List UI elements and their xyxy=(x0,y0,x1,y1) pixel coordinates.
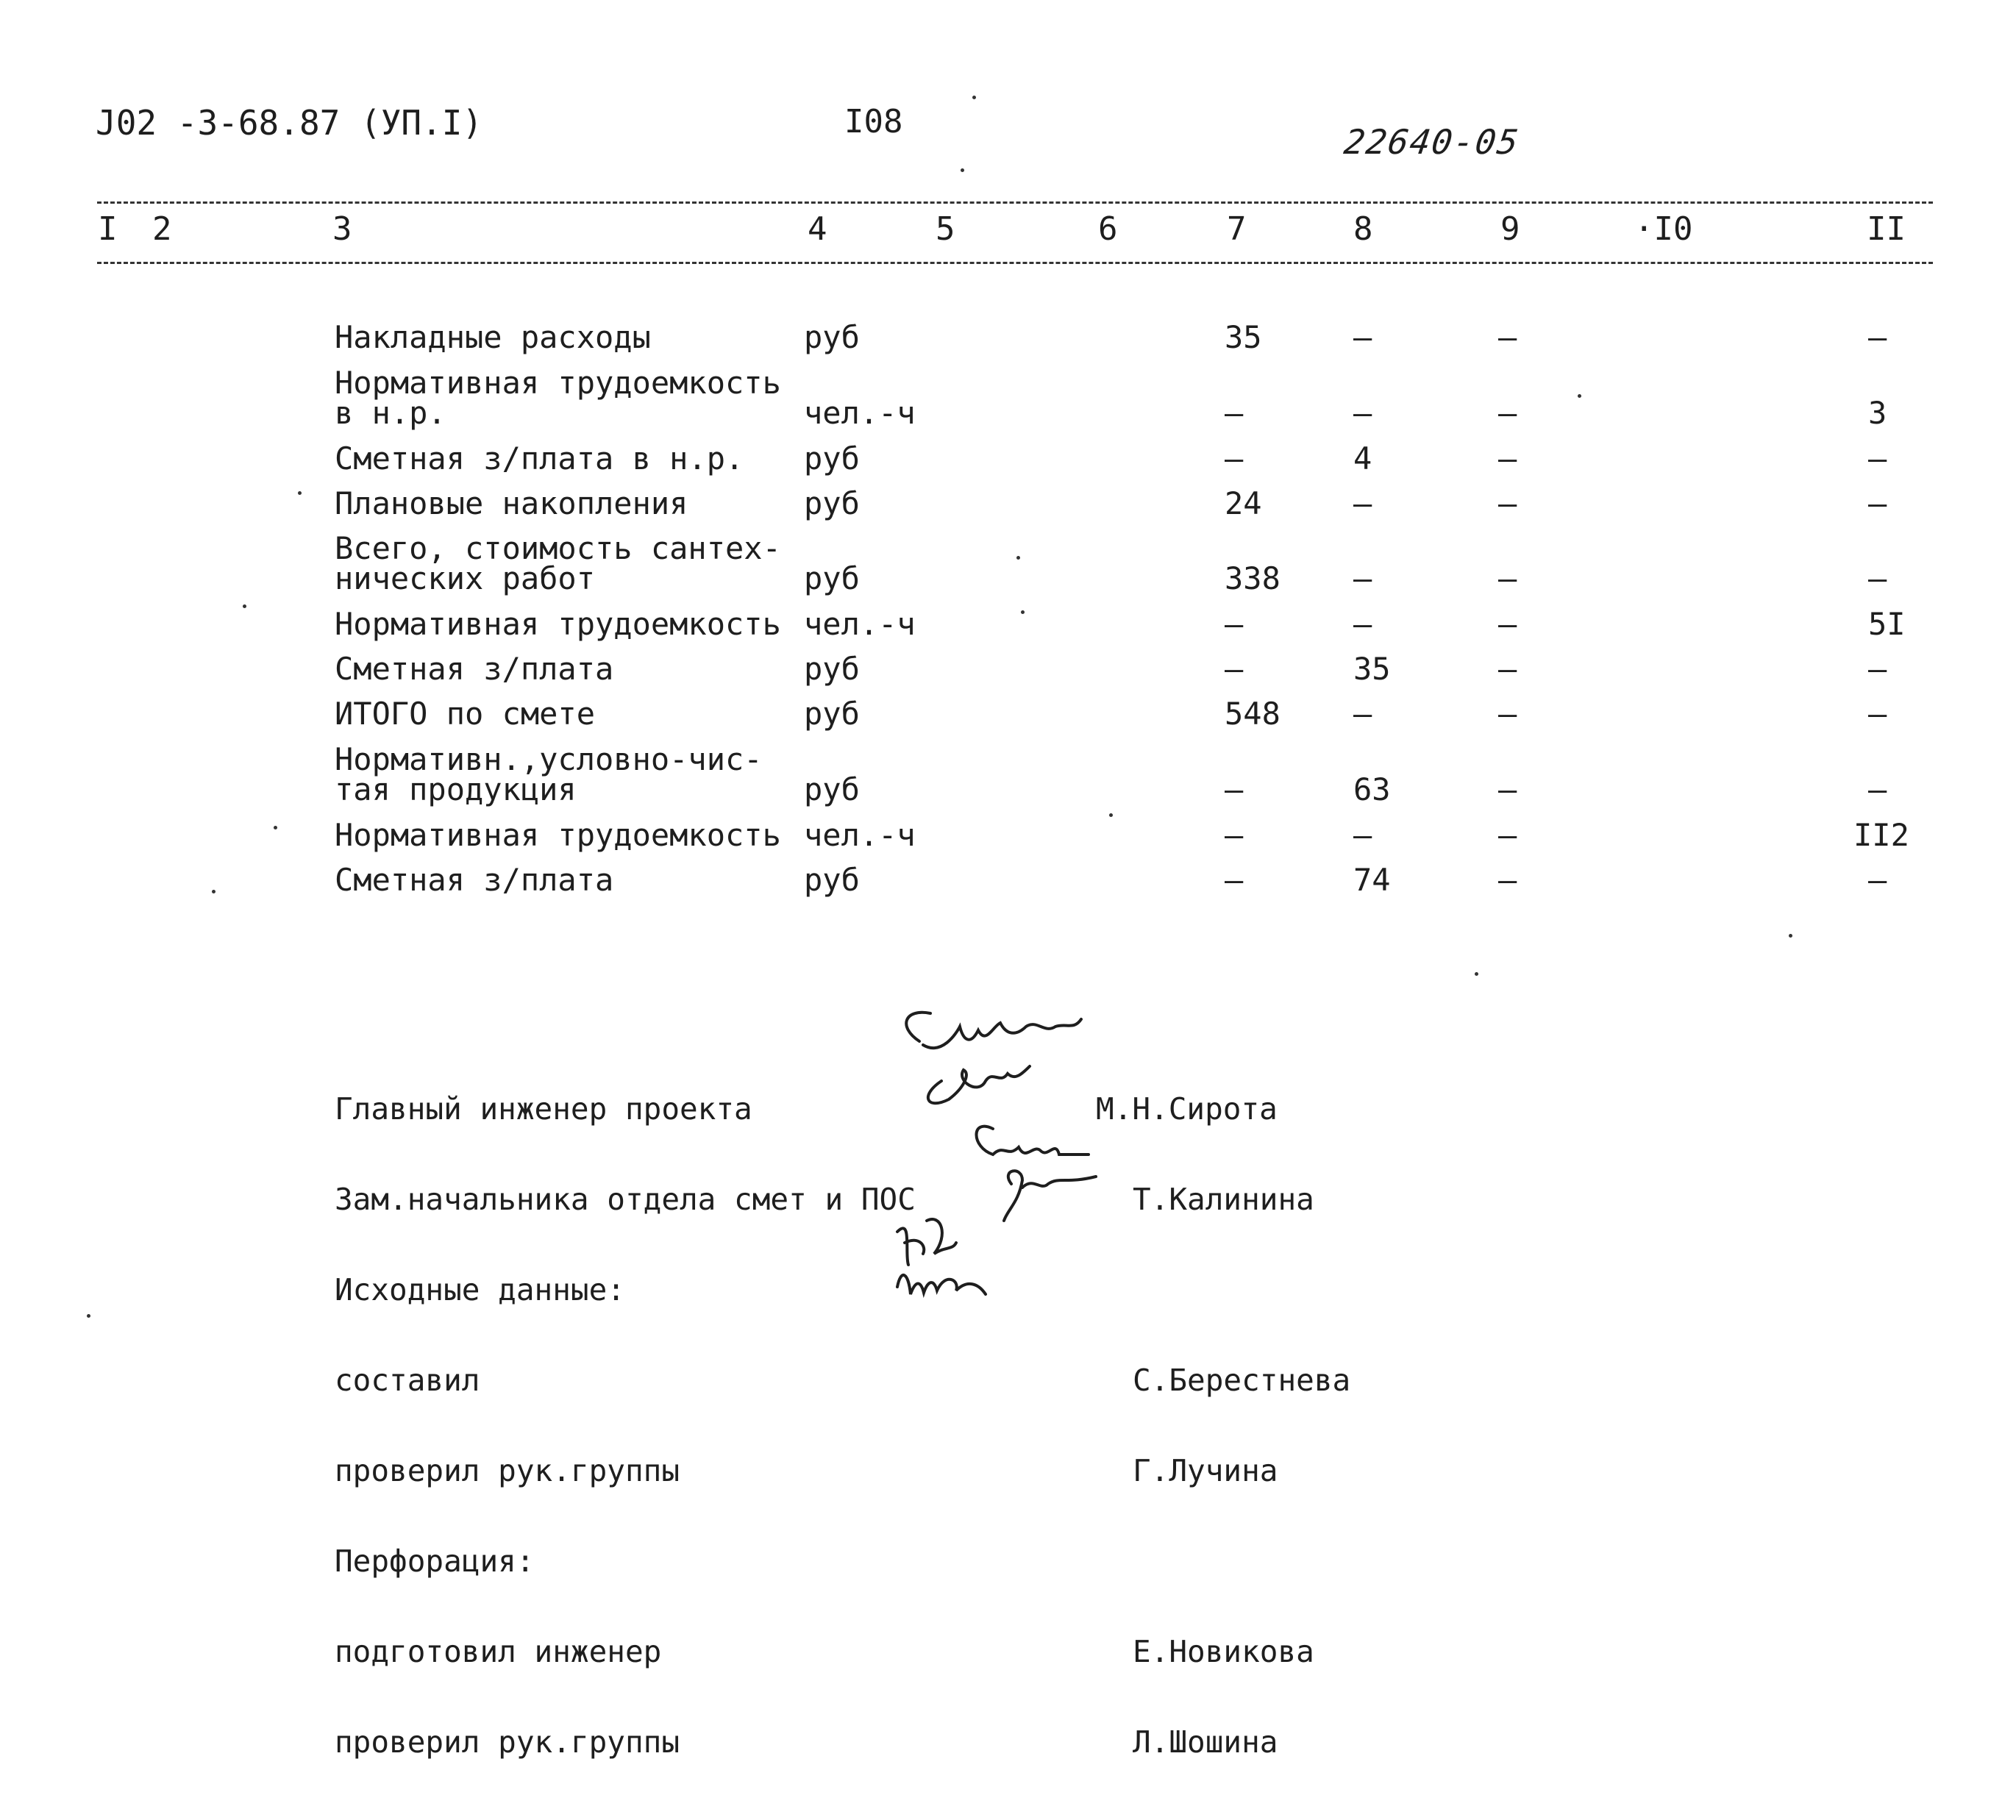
archive-number: 22640-05 xyxy=(1342,122,1522,162)
signature-role: Главный инженер проекта xyxy=(335,1091,752,1127)
signature-role: проверил рук.группы xyxy=(335,1453,680,1488)
row-col9: – xyxy=(1498,440,1517,477)
row-unit: руб xyxy=(804,696,860,732)
row-col7: 548 xyxy=(1225,696,1281,732)
signature-role: Исходные данные: xyxy=(335,1272,625,1307)
column-number: 2 xyxy=(152,210,172,248)
row-col7: – xyxy=(1225,862,1244,898)
document-code: Ј02 -3-68.87 (УП.I) xyxy=(96,103,483,143)
signature-role: Зам.начальника отдела смет и ПОС xyxy=(335,1182,916,1217)
signature-name: Г.Лучина xyxy=(1133,1453,1278,1488)
scan-speck xyxy=(212,890,216,893)
row-unit: руб xyxy=(804,651,860,687)
row-unit: чел.-ч xyxy=(804,606,916,642)
signature-name: С.Берестнева xyxy=(1133,1363,1351,1398)
column-number: 5 xyxy=(936,210,955,248)
row-label: Нормативная трудоемкость в н.р. xyxy=(335,365,781,431)
row-col11: – xyxy=(1868,771,1887,807)
row-col9: – xyxy=(1498,395,1517,431)
handwritten-signatures xyxy=(875,1000,1118,1309)
row-col8: 63 xyxy=(1353,771,1391,807)
scan-speck xyxy=(1789,934,1792,938)
header-rule-top xyxy=(97,201,1933,204)
column-number: 8 xyxy=(1353,210,1373,248)
page-number: I08 xyxy=(844,103,903,140)
row-label: Плановые накопления xyxy=(335,485,688,521)
signature-name xyxy=(1133,1546,1350,1577)
row-col7: 338 xyxy=(1225,560,1281,596)
row-col11: – xyxy=(1868,862,1887,898)
row-label: Сметная з/плата xyxy=(335,651,614,687)
column-number: 9 xyxy=(1500,210,1520,248)
row-col7: – xyxy=(1225,440,1244,477)
row-unit: чел.-ч xyxy=(804,395,916,431)
row-col11: – xyxy=(1868,319,1887,355)
row-col8: – xyxy=(1353,485,1372,521)
signature-name: Т.Калинина xyxy=(1133,1182,1314,1217)
row-col7: – xyxy=(1225,771,1244,807)
row-col11: – xyxy=(1868,696,1887,732)
signature-role: проверил рук.группы xyxy=(335,1724,680,1760)
row-col11: – xyxy=(1868,560,1887,596)
scan-speck xyxy=(274,826,277,829)
row-col8: 74 xyxy=(1353,862,1391,898)
signature-role: составил xyxy=(335,1363,480,1398)
row-col11: – xyxy=(1868,440,1887,477)
row-col8: – xyxy=(1353,395,1372,431)
row-col7: – xyxy=(1225,606,1244,642)
scan-speck xyxy=(298,491,302,495)
row-col9: – xyxy=(1498,651,1517,687)
row-unit: чел.-ч xyxy=(804,817,916,853)
row-label: Нормативная трудоемкость xyxy=(335,817,781,853)
row-col8: 4 xyxy=(1353,440,1372,477)
column-number: 4 xyxy=(808,210,827,248)
signature-name: Е.Новикова xyxy=(1133,1634,1314,1669)
scan-speck xyxy=(1016,556,1020,560)
row-unit: руб xyxy=(804,485,860,521)
scan-speck xyxy=(243,604,246,608)
row-unit: руб xyxy=(804,560,860,596)
column-number: II xyxy=(1867,210,1906,248)
column-number: 6 xyxy=(1098,210,1118,248)
column-number: 3 xyxy=(332,210,352,248)
scan-speck xyxy=(1021,610,1025,614)
row-label: Всего, стоимость сантех- нических работ xyxy=(335,530,781,596)
row-label: Нормативная трудоемкость xyxy=(335,606,781,642)
row-col8: – xyxy=(1353,319,1372,355)
row-col11: – xyxy=(1868,485,1887,521)
row-col9: – xyxy=(1498,560,1517,596)
row-label: Накладные расходы xyxy=(335,319,651,355)
signature-role: Перфорация: xyxy=(335,1544,535,1579)
row-col8: – xyxy=(1353,560,1372,596)
row-label: ИТОГО по смете xyxy=(335,696,596,732)
row-unit: руб xyxy=(804,319,860,355)
row-col7: 24 xyxy=(1225,485,1262,521)
row-unit: руб xyxy=(804,771,860,807)
row-col11: 5I xyxy=(1868,606,1906,642)
column-number: 7 xyxy=(1227,210,1247,248)
row-col7: – xyxy=(1225,651,1244,687)
row-label: Сметная з/плата в н.р. xyxy=(335,440,744,477)
row-unit: руб xyxy=(804,440,860,477)
signature-role: подготовил инженер xyxy=(335,1634,662,1669)
signature-name: М.Н.Сирота xyxy=(1096,1091,1278,1127)
scan-speck xyxy=(961,168,964,172)
row-col11: – xyxy=(1868,651,1887,687)
scan-speck xyxy=(1109,813,1113,817)
row-unit: руб xyxy=(804,862,860,898)
row-col9: – xyxy=(1498,817,1517,853)
signature-roles xyxy=(335,1034,916,1818)
row-col7: – xyxy=(1225,817,1244,853)
signature-name xyxy=(1133,1275,1350,1305)
row-label: Нормативн.,условно-чис- тая продукция xyxy=(335,741,763,807)
row-col7: 35 xyxy=(1225,319,1262,355)
row-col9: – xyxy=(1498,771,1517,807)
row-col11: 3 xyxy=(1868,395,1887,431)
row-col8: – xyxy=(1353,696,1372,732)
signature-name: Л.Шошина xyxy=(1133,1724,1278,1760)
column-number: I xyxy=(98,210,118,248)
row-label: Сметная з/плата xyxy=(335,862,614,898)
header-rule-bottom xyxy=(97,262,1933,264)
signature-names xyxy=(1096,1034,1351,1818)
row-col8: – xyxy=(1353,606,1372,642)
row-col9: – xyxy=(1498,696,1517,732)
row-col9: – xyxy=(1498,485,1517,521)
row-col9: – xyxy=(1498,606,1517,642)
row-col11: II2 xyxy=(1853,817,1909,853)
row-col9: – xyxy=(1498,319,1517,355)
row-col9: – xyxy=(1498,862,1517,898)
scan-speck xyxy=(87,1314,90,1318)
scan-speck xyxy=(1578,394,1581,398)
row-col8: 35 xyxy=(1353,651,1391,687)
column-number: ·I0 xyxy=(1634,210,1693,248)
scan-speck xyxy=(1475,972,1478,976)
row-col8: – xyxy=(1353,817,1372,853)
row-col7: – xyxy=(1225,395,1244,431)
scan-speck xyxy=(972,96,976,99)
